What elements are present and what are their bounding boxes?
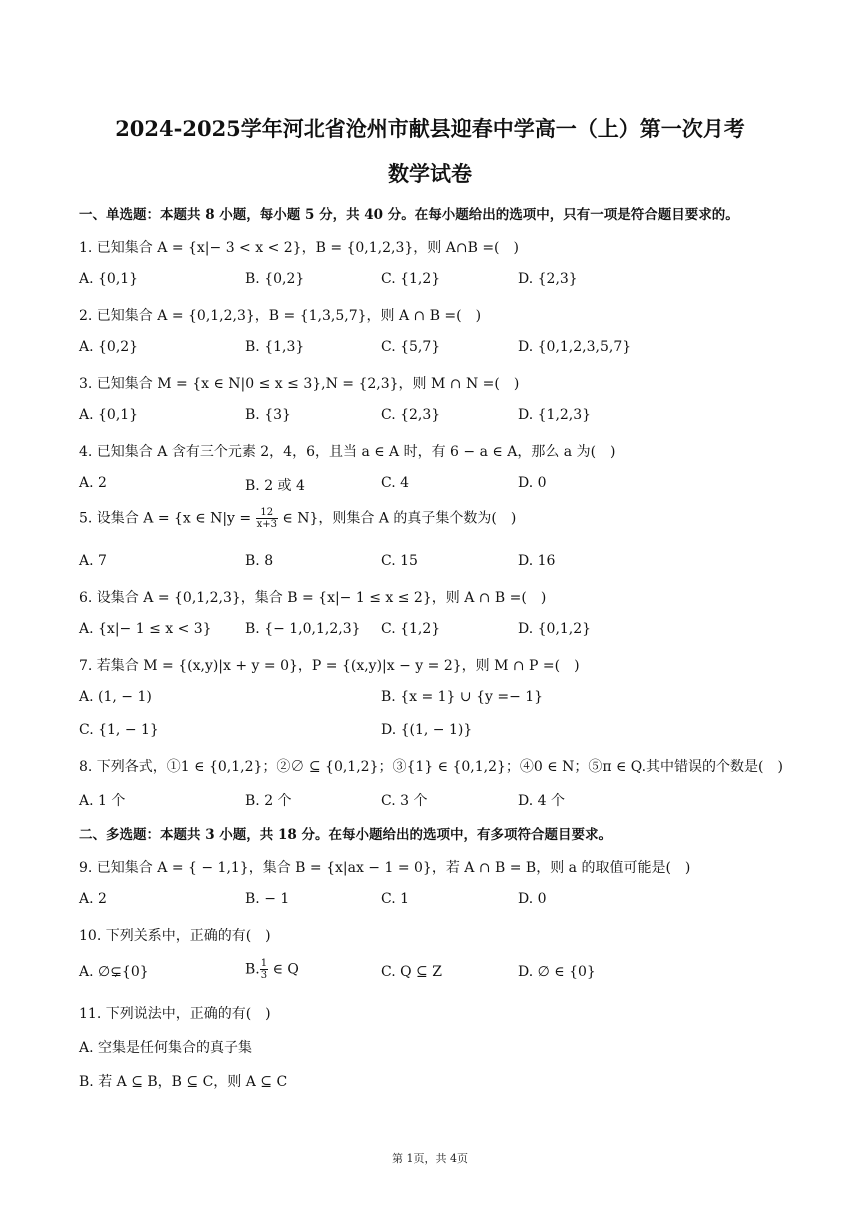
question-2-option-c: C. {5,7} xyxy=(381,339,441,355)
question-10-option-b-post: ∈ Q xyxy=(268,961,299,978)
question-8-option-a: A. 1 个 xyxy=(79,793,126,809)
question-1-option-d: D. {2,3} xyxy=(518,271,578,287)
question-11-option-b: B. 若 A ⊆ B，B ⊆ C，则 A ⊆ C xyxy=(79,1074,288,1090)
question-3-option-b: B. {3} xyxy=(245,407,291,423)
question-2-option-a: A. {0,2} xyxy=(79,339,139,355)
question-5-option-b: B. 8 xyxy=(245,553,274,569)
question-6-option-d: D. {0,1,2} xyxy=(518,621,592,637)
question-3-option-c: C. {2,3} xyxy=(381,407,441,423)
fraction-numerator: 12 xyxy=(256,507,278,519)
question-9-option-d: D. 0 xyxy=(518,891,547,907)
question-5-option-d: D. 16 xyxy=(518,553,556,569)
question-3-option-a: A. {0,1} xyxy=(79,407,139,423)
question-8-option-c: C. 3 个 xyxy=(381,793,428,809)
question-9-option-c: C. 1 xyxy=(381,891,410,907)
question-4-option-c: C. 4 xyxy=(381,475,410,491)
question-10-option-b-letter: B. xyxy=(245,961,260,978)
question-stem-1: 1. 已知集合 A = {x|− 3 < x < 2}，B = {0,1,2,3}，则 A∩B =( ) xyxy=(79,240,519,256)
question-stem-5 xyxy=(79,507,516,530)
question-stem-8: 8. 下列各式，①1 ∈ {0,1,2}；②∅ ⊆ {0,1,2}；③{1} ∈ {0,1,2}；④0 ∈ N；⑤π ∈ Q.其中错误的个数是( ) xyxy=(79,759,783,775)
exam-title: 2024-2025学年河北省沧州市献县迎春中学高一（上）第一次月考 xyxy=(115,116,745,141)
question-7-option-b: B. {x = 1} ∪ {y =− 1} xyxy=(381,689,544,705)
fraction-denominator: x+3 xyxy=(256,519,277,530)
question-6-option-b: B. {− 1,0,1,2,3} xyxy=(245,621,361,637)
question-9-option-b: B. − 1 xyxy=(245,891,290,907)
question-5-option-a: A. 7 xyxy=(79,553,107,569)
question-3-option-d: D. {1,2,3} xyxy=(518,407,592,423)
question-9-option-a: A. 2 xyxy=(79,891,107,907)
question-stem-2: 2. 已知集合 A = {0,1,2,3}，B = {1,3,5,7}，则 A ∩ B =( ) xyxy=(79,308,482,324)
fraction-numerator: 1 xyxy=(260,958,268,969)
question-5-stem-post: ∈ N}，则集合 A 的真子集个数为( ) xyxy=(277,510,517,527)
question-10-option-b xyxy=(245,958,299,981)
question-2-option-b: B. {1,3} xyxy=(245,339,305,355)
question-10-option-a: A. ∅⊊{0} xyxy=(79,964,149,980)
question-4-option-b: B. 2 或 4 xyxy=(245,478,305,494)
question-6-option-c: C. {1,2} xyxy=(381,621,441,637)
question-stem-3: 3. 已知集合 M = {x ∈ N|0 ≤ x ≤ 3},N = {2,3}，则 M ∩ N =( ) xyxy=(79,376,520,392)
question-10-option-d: D. ∅ ∈ {0} xyxy=(518,964,596,980)
question-4-option-a: A. 2 xyxy=(79,475,107,491)
page-footer: 第 1页，共 4页 xyxy=(392,1152,468,1165)
question-7-option-a: A. (1, − 1) xyxy=(79,689,152,705)
question-stem-7: 7. 若集合 M = {(x,y)|x + y = 0}，P = {(x,y)|x − y = 2}，则 M ∩ P =( ) xyxy=(79,658,580,674)
fraction-denominator: 3 xyxy=(260,970,268,981)
question-stem-6: 6. 设集合 A = {0,1,2,3}，集合 B = {x|− 1 ≤ x ≤ 2}，则 A ∩ B =( ) xyxy=(79,590,547,606)
question-1-option-b: B. {0,2} xyxy=(245,271,305,287)
section-heading-single-choice: 一、单选题：本题共 8 小题，每小题 5 分，共 40 分。在每小题给出的选项中，只有一项是符合题目要求的。 xyxy=(79,207,739,223)
section-heading-multiple-choice: 二、多选题：本题共 3 小题，共 18 分。在每小题给出的选项中，有多项符合题目要求。 xyxy=(79,827,612,843)
question-11-option-a: A. 空集是任何集合的真子集 xyxy=(79,1040,253,1056)
exam-subtitle: 数学试卷 xyxy=(388,161,472,186)
question-1-option-c: C. {1,2} xyxy=(381,271,441,287)
question-8-option-d: D. 4 个 xyxy=(518,793,565,809)
question-4-option-d: D. 0 xyxy=(518,475,547,491)
question-stem-4: 4. 已知集合 A 含有三个元素 2，4，6，且当 a ∈ A 时，有 6 − a ∈ A，那么 a 为( ) xyxy=(79,444,616,460)
question-1-option-a: A. {0,1} xyxy=(79,271,139,287)
question-5-option-c: C. 15 xyxy=(381,553,418,569)
question-stem-9: 9. 已知集合 A = { − 1,1}，集合 B = {x|ax − 1 = 0}，若 A ∩ B = B，则 a 的取值可能是( ) xyxy=(79,860,691,876)
question-7-option-d: D. {(1, − 1)} xyxy=(381,722,473,738)
question-stem-11: 11. 下列说法中，正确的有( ) xyxy=(79,1006,271,1022)
question-5-stem-pre: 5. 设集合 A = {x ∈ N|y = xyxy=(79,510,256,527)
question-5-fraction xyxy=(256,507,278,530)
question-10-fraction xyxy=(260,958,268,981)
question-7-option-c: C. {1, − 1} xyxy=(79,722,159,738)
question-stem-10: 10. 下列关系中，正确的有( ) xyxy=(79,928,271,944)
question-10-option-c: C. Q ⊆ Z xyxy=(381,964,442,980)
question-2-option-d: D. {0,1,2,3,5,7} xyxy=(518,339,632,355)
question-6-option-a: A. {x|− 1 ≤ x < 3} xyxy=(79,621,212,637)
question-8-option-b: B. 2 个 xyxy=(245,793,292,809)
